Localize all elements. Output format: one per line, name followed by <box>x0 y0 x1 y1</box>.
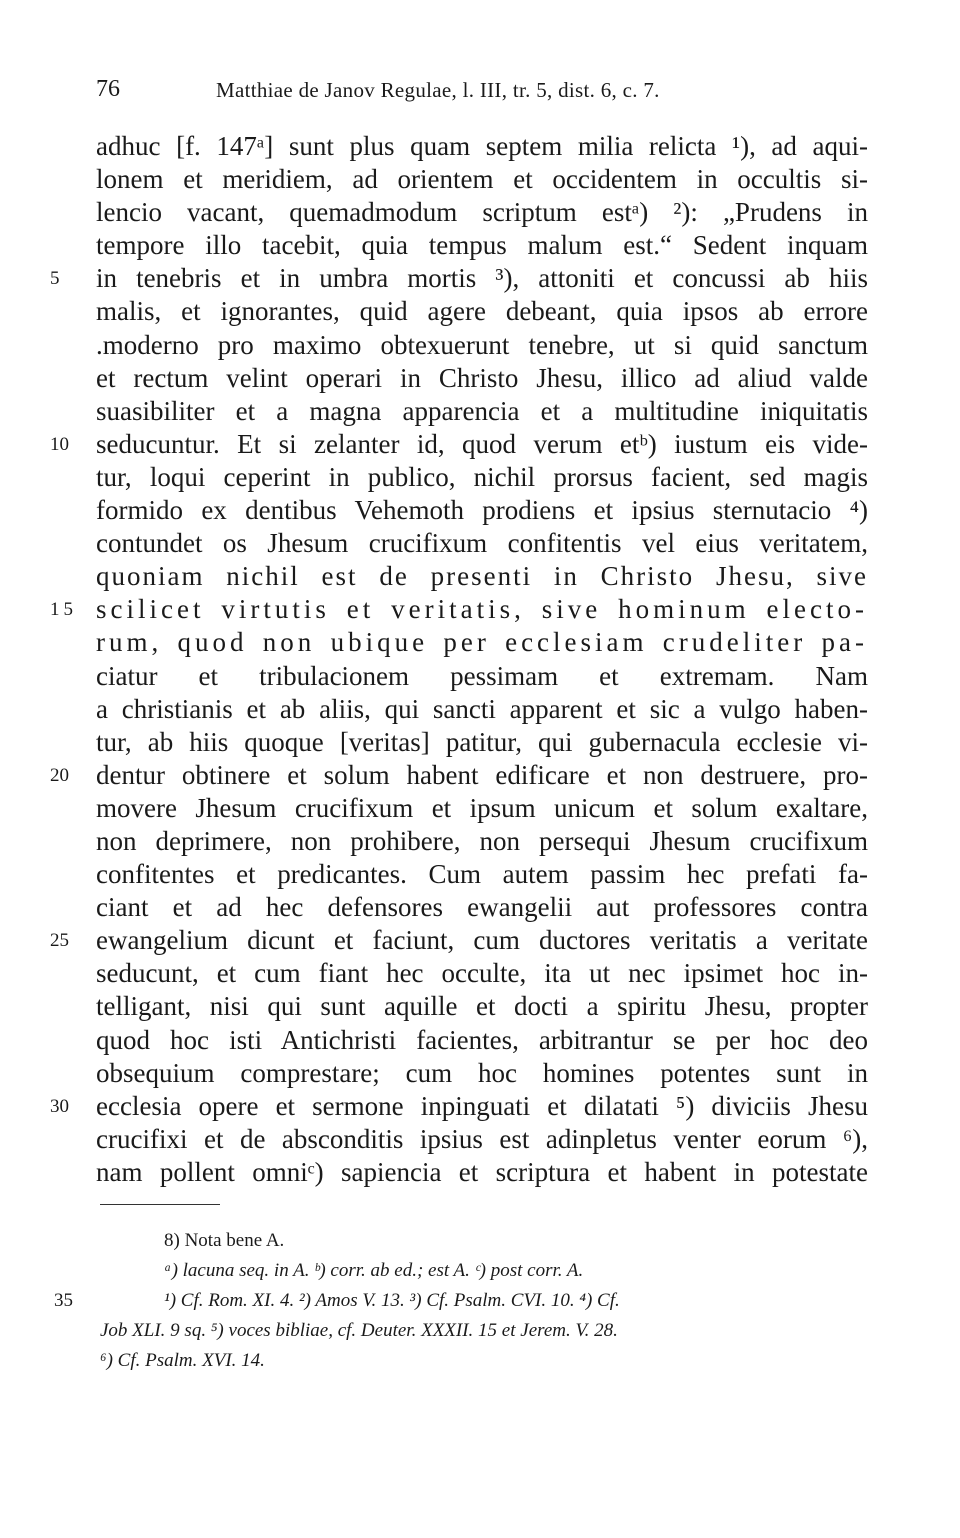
text-line <box>96 891 868 924</box>
text-line <box>96 957 868 990</box>
line-text: contundet os Jhesum crucifixum confitentis vel eius veritatem, <box>96 528 868 559</box>
line-number: 15 <box>50 599 77 621</box>
text-line <box>96 229 868 262</box>
line-text: lonem et meridiem, ad orientem et occidentem in occultis si- <box>96 164 868 195</box>
source-notes-2: Job XLI. 9 sq. ⁵) voces bibliae, cf. Deuter. XXXII. 15 et Jerem. V. 28. <box>100 1320 618 1341</box>
margin-line-number: 35 <box>54 1290 73 1311</box>
line-text: et rectum velint operari in Christo Jhesu, illico ad aliud valde <box>96 362 868 393</box>
text-line <box>96 1123 868 1156</box>
text-line <box>96 362 868 395</box>
line-text: lencio vacant, quemadmodum scriptum estᵃ) ²): „Prudens in <box>96 197 868 228</box>
text-line <box>96 1057 868 1090</box>
line-text: scilicet virtutis et veritatis, sive hominum electo- <box>96 594 868 625</box>
text-line <box>96 163 868 196</box>
line-text: movere Jhesum crucifixum et ipsum unicum et solum exaltare, <box>96 792 868 823</box>
text-line <box>96 726 868 759</box>
line-text: obsequium comprestare; cum hoc homines potentes sunt in <box>96 1057 868 1088</box>
text-line <box>50 593 868 626</box>
text-line <box>96 196 868 229</box>
text-line <box>96 295 868 328</box>
running-title: Matthiae de Janov Regulae, l. III, tr. 5, dist. 6, c. 7. <box>216 78 660 102</box>
line-text: tempore illo tacebit, quia tempus malum est.“ Sedent inquam <box>96 230 868 261</box>
line-text: quod hoc isti Antichristi facientes, arbitrantur se per hoc deo <box>96 1024 868 1055</box>
line-text: a christianis et ab aliis, qui sancti apparent et sic a vulgo haben- <box>96 693 868 724</box>
text-line <box>96 1156 868 1189</box>
line-text: ecclesia opere et sermone inpinguati et dilatati ⁵) diviciis Jhesu <box>96 1090 868 1121</box>
text-line <box>96 1024 868 1057</box>
text-line <box>96 494 868 527</box>
source-notes-1: ¹) Cf. Rom. XI. 4. ²) Amos V. 13. ³) Cf. Psalm. CVI. 10. ⁴) Cf. <box>164 1290 620 1311</box>
line-text: ewangelium dicunt et faciunt, cum ductores veritatis a veritate <box>96 925 868 956</box>
line-text: formido ex dentibus Vehemoth prodiens et ipsius sternutacio ⁴) <box>96 495 868 526</box>
line-text: tur, loqui ceperint in publico, nichil prorsus facient, sed magis <box>96 461 868 492</box>
source-note-line <box>54 1286 872 1316</box>
line-text: adhuc [f. 147ᵃ] sunt plus quam septem milia relicta ¹), ad aqui- <box>96 131 868 161</box>
text-line <box>50 924 868 957</box>
line-text: confitentes et predicantes. Cum autem passim hec prefati fa- <box>96 859 868 890</box>
text-line <box>96 461 868 494</box>
line-text: non deprimere, non prohibere, non persequi Jhesum crucifixum <box>96 825 868 856</box>
text-line <box>96 792 868 825</box>
line-number: 5 <box>50 268 60 290</box>
text-line <box>96 990 868 1023</box>
text-line <box>96 858 868 891</box>
text-line <box>96 825 868 858</box>
line-text: ciant et ad hec defensores ewangelii aut professores contra <box>96 892 868 923</box>
page-number: 76 <box>96 76 120 102</box>
text-line <box>96 130 868 163</box>
text-line <box>96 329 868 362</box>
text-line <box>50 428 868 461</box>
line-text: seducuntur. Et si zelanter id, quod verum etᵇ) iustum eis vide- <box>96 428 868 459</box>
line-text: quoniam nichil est de presenti in Christo Jhesu, sive <box>96 561 868 592</box>
line-number: 30 <box>50 1095 69 1117</box>
text-line <box>96 527 868 560</box>
line-text: .moderno pro maximo obtexuerunt tenebre, ut si quid sanctum <box>96 329 868 360</box>
line-text: ciatur et tribulacionem pessimam et extremam. Nam <box>96 660 868 691</box>
text-line <box>96 660 868 693</box>
line-text: rum, quod non ubique per ecclesiam crudeliter pa- <box>96 627 868 658</box>
text-line <box>96 626 868 659</box>
footnote-8: 8) Nota bene A. <box>164 1230 285 1251</box>
footnote-rule <box>100 1204 220 1205</box>
line-text: seducunt, et cum fiant hec occulte, ita ut nec ipsimet hoc in- <box>96 958 868 989</box>
line-text: crucifixi et de absconditis ipsius est adinpletus venter eorum ⁶), <box>96 1123 868 1154</box>
text-line <box>50 759 868 792</box>
line-text: dentur obtinere et solum habent edificare et non destruere, pro- <box>96 759 868 790</box>
text-line <box>96 560 868 593</box>
line-text: tur, ab hiis quoque [veritas] patitur, qui gubernacula ecclesie vi- <box>96 726 868 757</box>
text-line <box>96 693 868 726</box>
critical-apparatus: ᵃ) lacuna seq. in A. ᵇ) corr. ab ed.; est A. ᶜ) post corr. A. <box>164 1260 584 1281</box>
line-text: in tenebris et in umbra mortis ³), attoniti et concussi ab hiis <box>96 263 868 294</box>
main-text <box>50 130 868 1189</box>
line-number: 20 <box>50 764 69 786</box>
line-text: nam pollent omniᶜ) sapiencia et scriptura et habent in potestate <box>96 1156 868 1187</box>
line-text: suasibiliter et a magna apparencia et a multitudine iniquitatis <box>96 395 868 426</box>
footnotes <box>54 1226 872 1376</box>
text-line <box>96 395 868 428</box>
line-number: 10 <box>50 433 69 455</box>
text-line <box>50 1090 868 1123</box>
line-number: 25 <box>50 930 69 952</box>
source-notes-3: ⁶) Cf. Psalm. XVI. 14. <box>100 1350 265 1371</box>
line-text: malis, et ignorantes, quid agere debeant, quia ipsos ab errore <box>96 296 868 327</box>
line-text: telligant, nisi qui sunt aquille et docti a spiritu Jhesu, propter <box>96 991 868 1022</box>
text-line <box>50 262 868 295</box>
